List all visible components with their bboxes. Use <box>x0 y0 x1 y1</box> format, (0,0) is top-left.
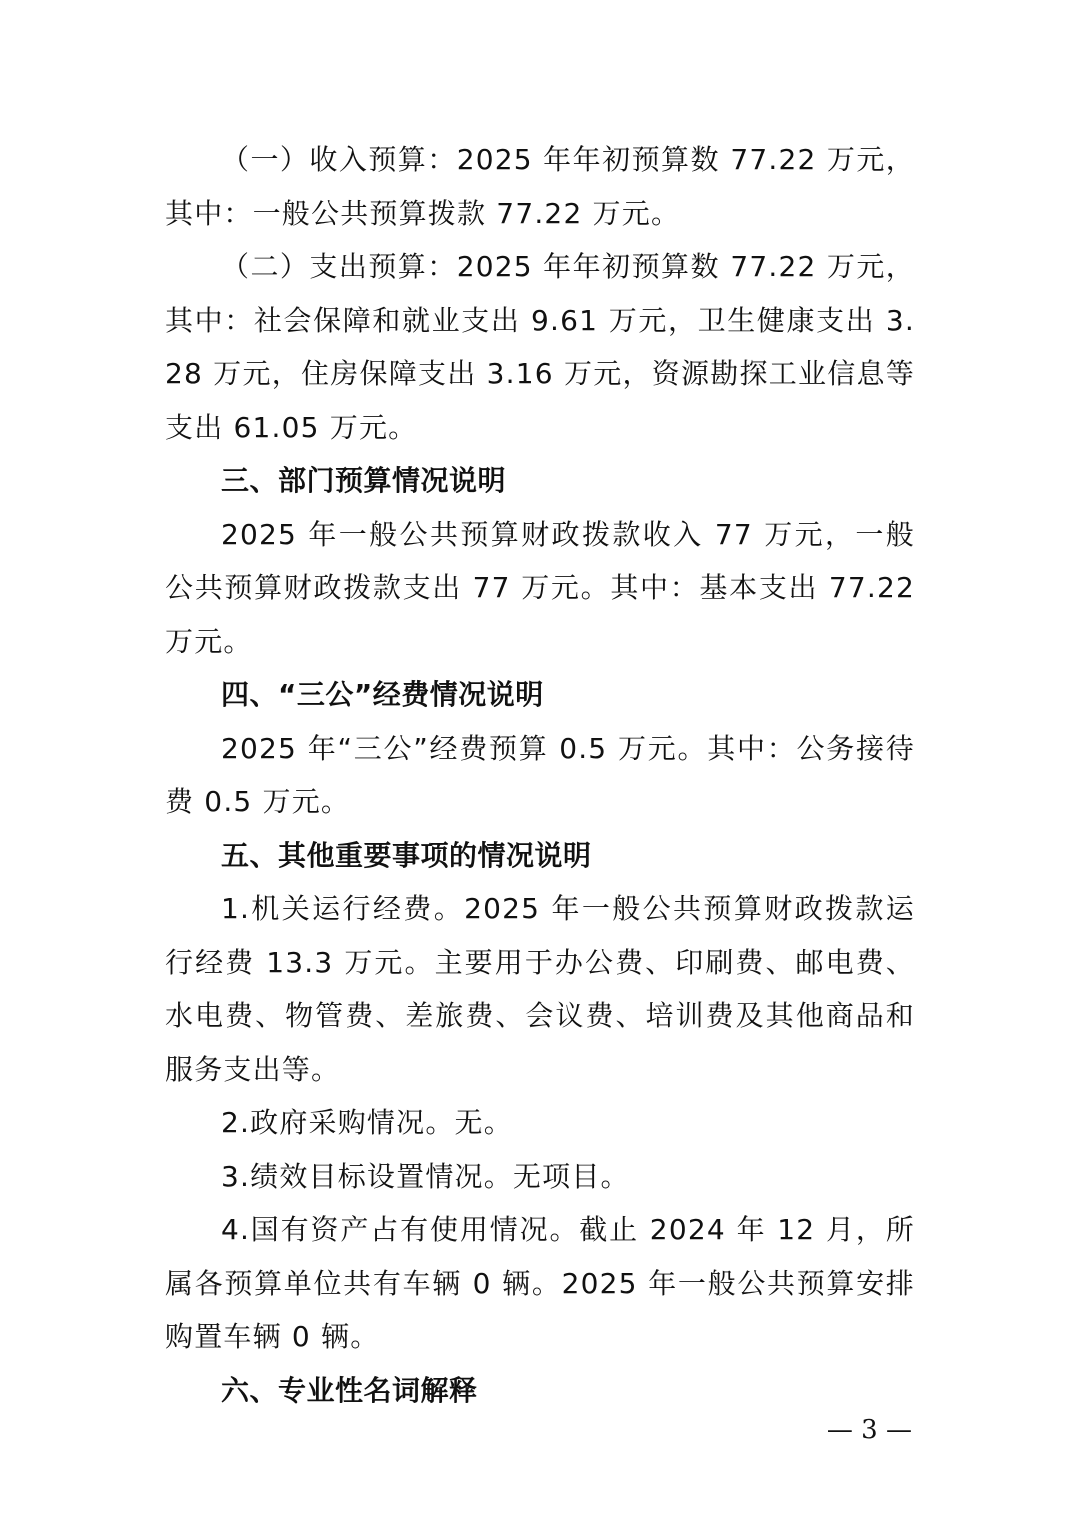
operating-expenses-paragraph: 1.机关运行经费。2025 年一般公共预算财政拨款运行经费 13.3 万元。主要用于办公费、印刷费、邮电费、水电费、物管费、差旅费、会议费、培训费及其他商品和服务支出等。 <box>165 892 915 1086</box>
state-assets-paragraph: 4.国有资产占有使用情况。截止 2024 年 12 月，所属各预算单位共有车辆 0 辆。2025 年一般公共预算安排购置车辆 0 辆。 <box>165 1213 915 1353</box>
section-heading-4: 四、“三公”经费情况说明 <box>221 678 544 711</box>
procurement-paragraph: 2.政府采购情况。无。 <box>221 1106 513 1139</box>
section-heading-5: 五、其他重要事项的情况说明 <box>221 838 592 872</box>
performance-goals-paragraph: 3.绩效目标设置情况。无项目。 <box>221 1159 630 1193</box>
page-number: — 3 — <box>826 1415 912 1445</box>
department-budget-paragraph: 2025 年一般公共预算财政拨款收入 77 万元，一般公共预算财政拨款支出 77 万元。其中：基本支出 77.22 万元。 <box>165 517 915 658</box>
three-public-expenses-paragraph: 2025 年“三公”经费预算 0.5 万元。其中：公务接待费 0.5 万元。 <box>165 731 915 818</box>
section-heading-3: 三、部门预算情况说明 <box>221 464 507 497</box>
document-body <box>165 133 915 1417</box>
section-heading-6: 六、专业性名词解释 <box>221 1373 478 1407</box>
income-budget-paragraph: （一）收入预算：2025 年年初预算数 77.22 万元，其中：一般公共预算拨款 77.22 万元。 <box>165 143 915 230</box>
expenditure-budget-paragraph: （二）支出预算：2025 年年初预算数 77.22 万元，其中：社会保障和就业支出 9.61 万元，卫生健康支出 3.28 万元，住房保障支出 3.16 万元，资源勘探工业信息等支出 61.05 万元。 <box>165 250 915 444</box>
